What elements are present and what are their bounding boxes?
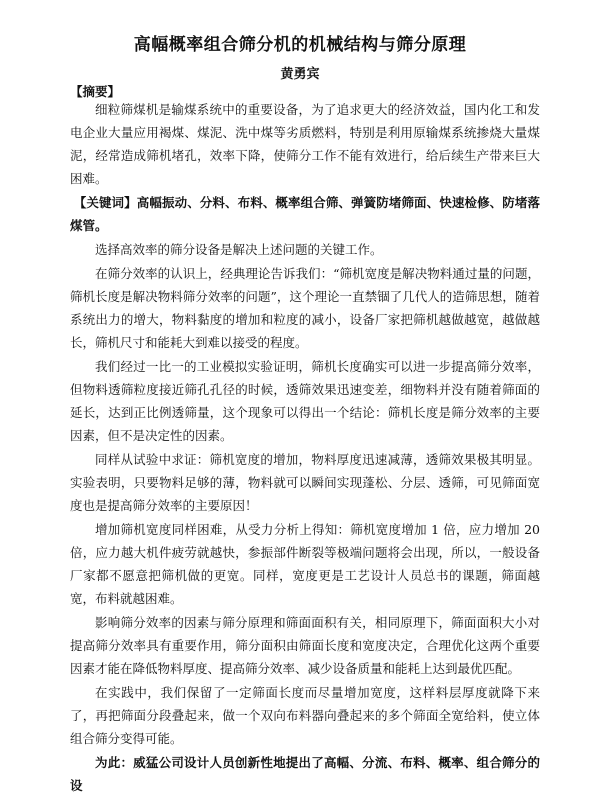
body-paragraph-4: 同样从试验中求证：筛机宽度的增加，物料厚度迅速减薄，透筛效果极其明显。实验表明，只要物料足够的薄，物料就可以瞬间实现蓬松、分层、透筛，可见筛面宽度也是提高筛分效率的主要原因！ bbox=[70, 452, 540, 513]
abstract-label: 【摘要】 bbox=[70, 84, 121, 99]
body-paragraph-5: 增加筛机宽度同样困难，从受力分析上得知：筛机宽度增加 1 倍，应力增加 20 倍，应力越大机件疲劳就越快，参振部件断裂等极端问题将会出现，所以，一般设备厂家都不愿意把筛机做的更宽。同样，宽度更是工艺设计人员总书的课题，筛面越宽，布料就越困难。 bbox=[70, 522, 540, 606]
paper-author: 黄勇宾 bbox=[280, 67, 320, 82]
keywords-text: 高幅振动、分料、布料、概率组合筛、弹簧防堵筛面、快速检修、防堵落煤管。 bbox=[70, 195, 540, 233]
body-paragraph-3: 我们经过一比一的工业模拟实验证明，筛机长度确实可以进一步提高筛分效率，但物料透筛粒度接近筛孔孔径的时候，透筛效果迅速变差，细物料并没有随着筛面的延长，达到正比例透筛量，这个现象可以得出一个结论：筛机长度是筛分效率的主要因素，但不是决定性的因素。 bbox=[70, 359, 540, 443]
abstract-text: 细粒筛煤机是输煤系统中的重要设备，为了追求更大的经济效益，国内化工和发电企业大量应用褐煤、煤泥、洗中煤等劣质燃料，特别是利用原输煤系统掺烧大量煤泥，经常造成筛机堵孔，效率下降，使筛分工作不能有效进行，给后续生产带来巨大困难。 bbox=[70, 102, 540, 186]
conclusion-paragraph: 为此：威猛公司设计人员创新性地提出了高幅、分流、布料、概率、组合筛分的设 bbox=[70, 755, 540, 793]
keywords-label: 【关键词】 bbox=[73, 195, 137, 210]
body-paragraph-2: 在筛分效率的认识上，经典理论告诉我们：“筛机宽度是解决物料通过量的问题，筛机长度是解决物料筛分效率的问题”，这个理论一直禁锢了几代人的造筛思想，随着系统出力的增大，物料黏度的增加和粒度的减小，设备厂家把筛机越做越宽，越做越长，筛机尺寸和能耗大到难以接受的程度。 bbox=[70, 266, 540, 350]
paper-title: 高幅概率组合筛分机的机械结构与筛分原理 bbox=[133, 35, 467, 55]
body-paragraph-1: 选择高效率的筛分设备是解决上述问题的关键工作。 bbox=[95, 242, 383, 257]
body-paragraph-6: 影响筛分效率的因素与筛分原理和筛面面积有关，相同原理下，筛面面积大小对提高筛分效率具有重要作用，筛分面积由筛面长度和宽度决定，合理优化这两个重要因素才能在降低物料厚度、提高筛分效率、减少设备质量和能耗上达到最优匹配。 bbox=[70, 615, 540, 676]
paper-body bbox=[70, 98, 540, 797]
keywords-line bbox=[70, 191, 540, 237]
body-paragraph-7: 在实践中，我们保留了一定筛面长度而尽量增加宽度，这样料层厚度就降下来了，再把筛面分段叠起来，做一个双向布料器向叠起来的多个筛面全宽给料，使立体组合筛分变得可能。 bbox=[70, 685, 540, 746]
